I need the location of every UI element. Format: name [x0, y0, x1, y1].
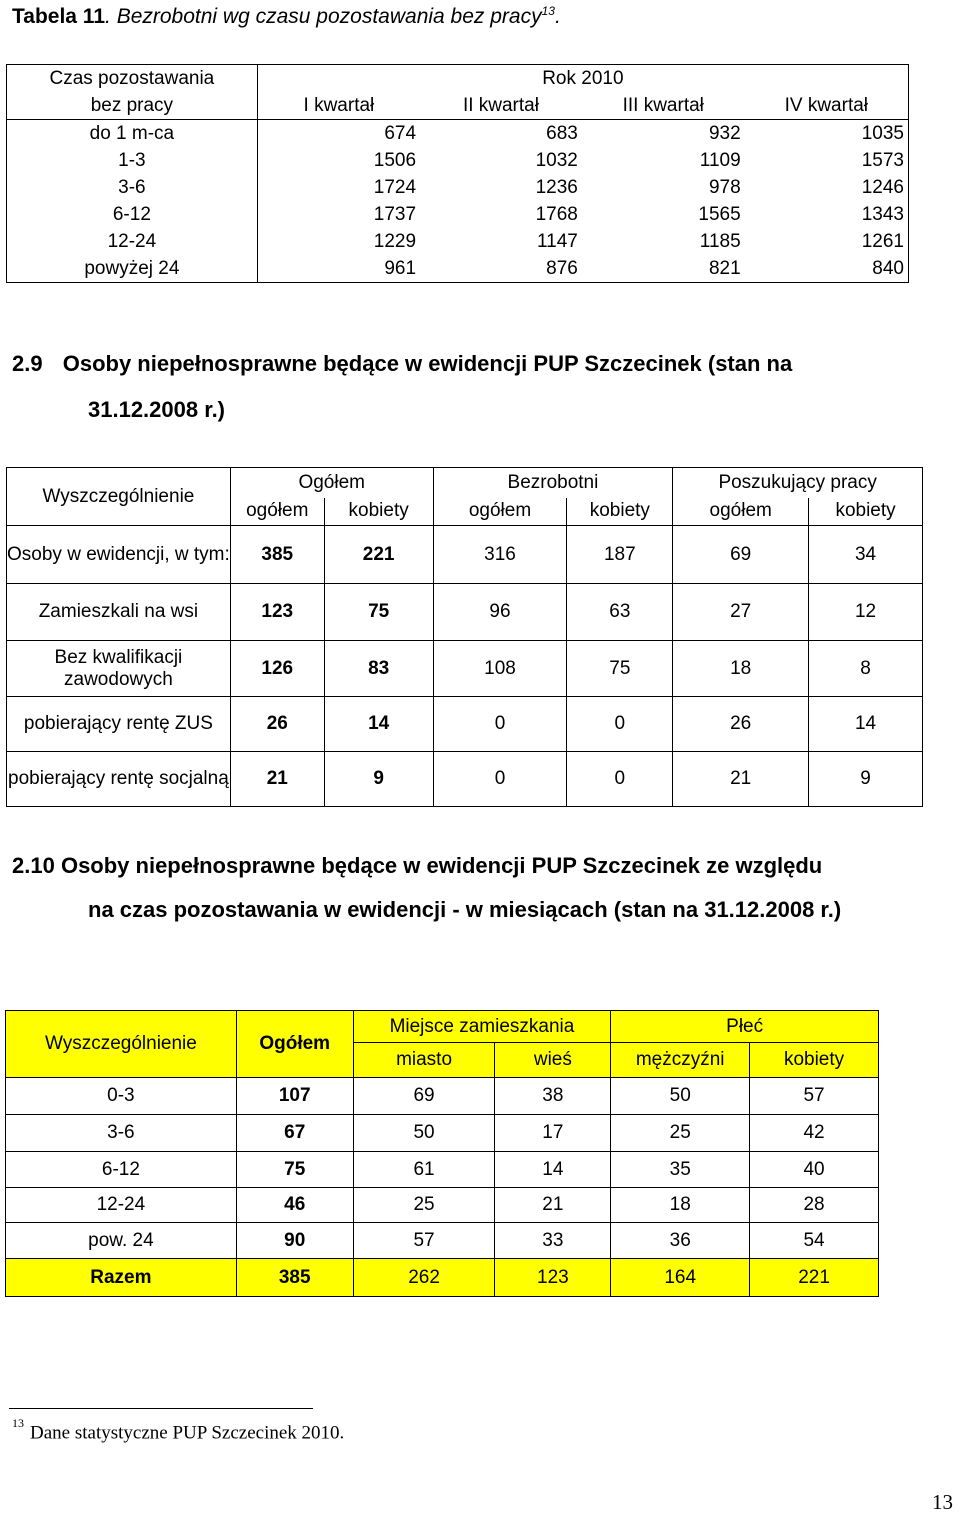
table-row — [7, 174, 909, 201]
table-cell: 1236 — [535, 176, 578, 198]
table-cell: 42 — [750, 1115, 879, 1152]
table-cell: 75 — [324, 584, 433, 641]
subheader-cell: kobiety — [567, 498, 673, 526]
table-cell: 75 — [236, 1152, 353, 1188]
disabled-persons-table — [6, 467, 923, 807]
row-label: 12-24 — [107, 230, 157, 252]
footnote-rule — [9, 1408, 313, 1409]
table-cell: 1573 — [861, 149, 904, 171]
table-cell: 1032 — [535, 149, 578, 171]
table-row — [6, 1188, 879, 1223]
table-cell: 221 — [750, 1259, 879, 1297]
table-row — [7, 641, 923, 697]
table-cell: 126 — [230, 641, 324, 697]
row-label: Zamieszkali na wsi — [7, 584, 231, 641]
table-row — [7, 228, 909, 255]
table-cell: 34 — [809, 526, 923, 584]
table-cell: 40 — [750, 1152, 879, 1188]
table-cell: 14 — [809, 697, 923, 752]
table-cell: 1035 — [745, 120, 909, 148]
table-cell: 14 — [324, 697, 433, 752]
table-cell: 108 — [433, 641, 567, 697]
row-label: Razem — [6, 1259, 237, 1297]
table-cell: 876 — [546, 257, 578, 279]
table-cell: 21 — [230, 752, 324, 807]
table-row — [6, 1115, 879, 1152]
table-header-row — [7, 65, 909, 93]
table-cell: 26 — [673, 697, 809, 752]
table-cell: 1724 — [257, 174, 420, 201]
table-cell: 33 — [495, 1223, 611, 1259]
table-cell: 26 — [230, 697, 324, 752]
table-cell: 9 — [809, 752, 923, 807]
table-cell: 96 — [433, 584, 567, 641]
caption-footnote-ref: 13 — [541, 4, 555, 18]
row-label: Bez kwalifikacji zawodowych — [7, 641, 231, 697]
table-sum-row — [6, 1259, 879, 1297]
row-label: 6-12 — [6, 1152, 237, 1188]
table-cell: 25 — [353, 1188, 495, 1223]
table-row — [7, 526, 923, 584]
quarter-header: II kwartał — [462, 94, 539, 116]
group-header-cell: Bezrobotni — [433, 468, 673, 498]
subheader-cell: kobiety — [809, 498, 923, 526]
table-cell: 90 — [236, 1223, 353, 1259]
table-cell: 0 — [567, 697, 673, 752]
footnote-text: Dane statystyczne PUP Szczecinek 2010. — [30, 1422, 345, 1444]
quarter-header: IV kwartał — [784, 94, 869, 116]
table-cell: 69 — [353, 1078, 495, 1115]
subheader-cell: ogółem — [230, 498, 324, 526]
table-header-row — [7, 468, 923, 498]
table-cell: 63 — [567, 584, 673, 641]
table-cell: 262 — [353, 1259, 495, 1297]
row-label: 3-6 — [118, 176, 146, 198]
table-cell: 28 — [750, 1188, 879, 1223]
table-cell: 27 — [673, 584, 809, 641]
table-row — [7, 584, 923, 641]
quarter-header: I kwartał — [257, 92, 420, 120]
table-cell: 840 — [872, 257, 904, 279]
table-cell: 18 — [673, 641, 809, 697]
table-cell: 21 — [673, 752, 809, 807]
table-header-row — [7, 92, 909, 120]
row-label: 0-3 — [6, 1078, 237, 1115]
section-heading-2-10 — [12, 853, 822, 879]
page-number: 13 — [932, 1490, 953, 1514]
group-header-cell: Ogółem — [230, 468, 433, 498]
section-title-line1: Osoby niepełnosprawne będące w ewidencji PUP Szczecinek (stan na — [62, 351, 793, 376]
table-cell: 75 — [567, 641, 673, 697]
table-cell: 221 — [324, 526, 433, 584]
header-cell: Ogółem — [236, 1011, 353, 1078]
table-cell: 67 — [236, 1115, 353, 1152]
table-header-row — [6, 1011, 879, 1043]
table-cell: 36 — [611, 1223, 750, 1259]
table-cell: 385 — [230, 526, 324, 584]
table-cell: 25 — [611, 1115, 750, 1152]
footnote — [12, 1416, 345, 1444]
table-cell: 46 — [236, 1188, 353, 1223]
header-cell: bez pracy — [90, 94, 174, 116]
section-title-line1: Osoby niepełnosprawne będące w ewidencji PUP Szczecinek ze względu — [60, 853, 823, 878]
table-cell: 683 — [420, 120, 582, 148]
header-cell: Wyszczególnienie — [6, 1011, 237, 1078]
table-row — [7, 752, 923, 807]
section-heading-2-9 — [12, 351, 792, 377]
table-cell: 50 — [611, 1078, 750, 1115]
table-cell: 187 — [567, 526, 673, 584]
table-cell: 674 — [257, 120, 420, 148]
table-cell: 57 — [353, 1223, 495, 1259]
row-label: powyżej 24 — [84, 257, 180, 279]
table-row — [7, 201, 909, 228]
caption-end: . — [554, 5, 561, 28]
table-cell: 164 — [611, 1259, 750, 1297]
table-cell: 38 — [495, 1078, 611, 1115]
table-cell: 61 — [353, 1152, 495, 1188]
table-cell: 50 — [353, 1115, 495, 1152]
table-cell: 932 — [582, 120, 745, 148]
caption-label: Tabela 11 — [12, 5, 106, 28]
row-label: pobierający rentę ZUS — [7, 697, 231, 752]
unemployed-by-duration-table — [6, 64, 909, 283]
table-row — [7, 697, 923, 752]
table-cell: 1343 — [861, 203, 904, 225]
table-row — [7, 147, 909, 174]
table-cell: 83 — [324, 641, 433, 697]
table-cell: 1147 — [537, 230, 578, 252]
section-number: 2.10 — [12, 853, 55, 878]
subheader-cell: kobiety — [750, 1043, 879, 1078]
table-cell: 1565 — [698, 203, 741, 225]
table-cell: 9 — [324, 752, 433, 807]
quarter-header: III kwartał — [622, 94, 704, 116]
table-cell: 1506 — [257, 147, 420, 174]
subheader-cell: wieś — [495, 1043, 611, 1078]
table-cell: 961 — [257, 255, 420, 283]
table-cell: 1109 — [699, 149, 741, 171]
table-row — [6, 1223, 879, 1259]
table-cell: 1768 — [535, 203, 578, 225]
table-caption — [12, 4, 561, 29]
row-label: 6-12 — [112, 203, 151, 225]
table-cell: 18 — [611, 1188, 750, 1223]
subheader-cell: ogółem — [673, 498, 809, 526]
footnote-number: 13 — [12, 1416, 24, 1430]
table-cell: 14 — [495, 1152, 611, 1188]
subheader-cell: ogółem — [433, 498, 567, 526]
subheader-cell: kobiety — [324, 498, 433, 526]
caption-title: Bezrobotni wg czasu pozostawania bez pracy — [110, 5, 542, 28]
group-header-cell: Poszukujący pracy — [673, 468, 923, 498]
table-cell: 1737 — [257, 201, 420, 228]
table-cell: 107 — [236, 1078, 353, 1115]
table-cell: 69 — [673, 526, 809, 584]
disabled-by-registration-duration-table — [5, 1010, 879, 1297]
table-row — [7, 120, 909, 148]
table-cell: 0 — [433, 697, 567, 752]
section-number: 2.9 — [12, 351, 43, 376]
section-title-line2: 31.12.2008 r.) — [88, 397, 226, 422]
group-header-cell: Płeć — [611, 1011, 879, 1043]
row-label: pobierający rentę socjalną — [7, 752, 231, 807]
table-row — [7, 255, 909, 283]
subheader-cell: miasto — [353, 1043, 495, 1078]
header-cell: Czas pozostawania — [49, 67, 215, 89]
table-cell: 316 — [433, 526, 567, 584]
section-title-line2: na czas pozostawania w ewidencji - w miesiącach (stan na 31.12.2008 r.) — [88, 897, 842, 922]
table-cell: 978 — [708, 176, 741, 198]
row-label: 3-6 — [6, 1115, 237, 1152]
table-cell: 17 — [495, 1115, 611, 1152]
table-cell: 8 — [809, 641, 923, 697]
header-cell: Wyszczególnienie — [7, 468, 231, 526]
subheader-cell: mężczyźni — [611, 1043, 750, 1078]
group-header-cell: Miejsce zamieszkania — [353, 1011, 611, 1043]
row-label: do 1 m-ca — [7, 120, 258, 148]
row-label: Osoby w ewidencji, w tym: — [7, 526, 231, 584]
table-row — [6, 1078, 879, 1115]
group-header-cell: Rok 2010 — [257, 65, 908, 93]
table-cell: 1229 — [257, 228, 420, 255]
table-cell: 1261 — [861, 230, 904, 252]
table-cell: 0 — [433, 752, 567, 807]
table-cell: 1185 — [699, 230, 741, 252]
table-cell: 123 — [495, 1259, 611, 1297]
row-label: pow. 24 — [6, 1223, 237, 1259]
table-cell: 12 — [809, 584, 923, 641]
row-label: 12-24 — [6, 1188, 237, 1223]
table-cell: 0 — [567, 752, 673, 807]
row-label: 1-3 — [118, 149, 146, 171]
table-cell: 385 — [236, 1259, 353, 1297]
table-cell: 54 — [750, 1223, 879, 1259]
table-row — [6, 1152, 879, 1188]
caption-separator: . — [105, 5, 111, 28]
table-cell: 21 — [495, 1188, 611, 1223]
table-cell: 821 — [708, 257, 741, 279]
table-cell: 57 — [750, 1078, 879, 1115]
table-cell: 35 — [611, 1152, 750, 1188]
table-cell: 1246 — [861, 176, 904, 198]
table-cell: 123 — [230, 584, 324, 641]
